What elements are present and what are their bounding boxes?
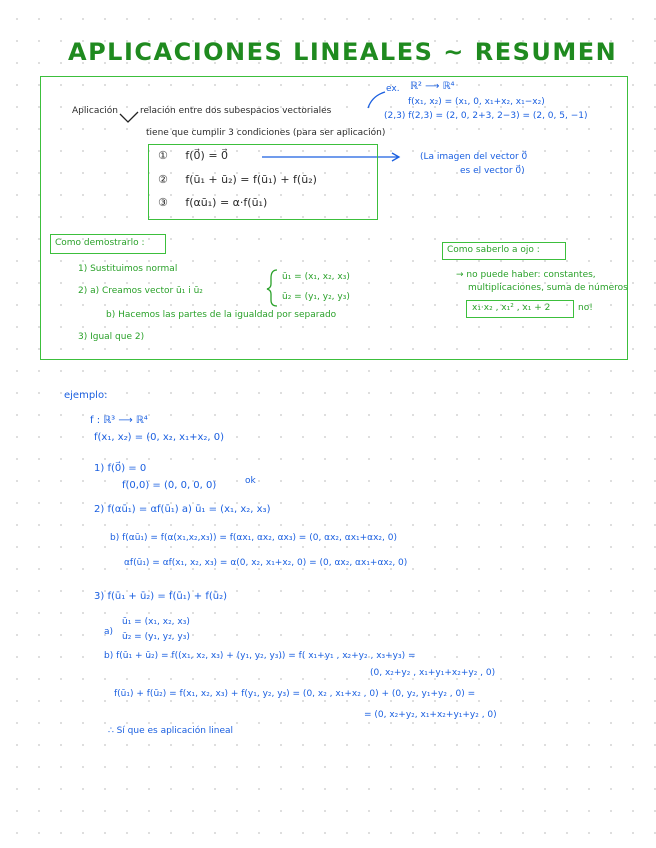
- page-title: APLICACIONES LINEALES ~ RESUMEN: [68, 38, 618, 66]
- ejemplo-map: f : ℝ³ ⟶ ℝ⁴: [90, 415, 148, 426]
- ex-label: ex.: [386, 84, 400, 94]
- ojo-line1: → no puede haber: constantes,: [456, 270, 596, 280]
- step3-b1: b) f(ū₁ + ū₂) = f((x₁, x₂, x₃) + (y₁, y₂, y₃)) = f( x₁+y₁ , x₂+y₂ , x₃+y₃) =: [104, 651, 416, 661]
- condiciones-text: tiene que cumplir 3 condiciones (para ser aplicación): [146, 128, 386, 138]
- condition-3-text: f(αū₁) = α·f(ū₁): [185, 196, 268, 209]
- ex-f-def: f(x₁, x₂) = (x₁, 0, x₁+x₂, x₁−x₂): [408, 97, 545, 107]
- step1-b: f(0,0) = (0, 0, 0, 0): [122, 480, 217, 491]
- step3-c2: = (0, x₂+y₂, x₁+x₂+y₁+y₂ , 0): [364, 710, 497, 720]
- final-conclusion: ∴ Sí que es aplicación lineal: [108, 726, 234, 736]
- condition-3-num: ③: [158, 196, 168, 209]
- step3-a2: ū₂ = (y₁, y₂, y₃): [122, 632, 190, 642]
- step3-c1: f(ū₁) + f(ū₂) = f(x₁, x₂, x₃) + f(y₁, y₂, y₃) = (0, x₂ , x₁+x₂ , 0) + (0, y₂, y₁+y₂ , 0) =: [114, 689, 476, 699]
- step3-a1: ū₁ = (x₁, x₂, x₃): [122, 617, 190, 627]
- imagen-note-line2: es el vector 0⃗): [460, 166, 525, 176]
- ojo-example: x₁·x₂ , x₁² , x₁ + 2: [472, 303, 551, 313]
- step2-b2: αf(ū₁) = αf(x₁, x₂, x₃) = α(0, x₂, x₁+x₂, 0) = (0, αx₂, αx₁+αx₂, 0): [124, 558, 408, 568]
- ex-f-eval: (2,3) f(2,3) = (2, 0, 2+3, 2−3) = (2, 0, 5, −1): [384, 111, 588, 121]
- step2: 2) f(αū₁) = αf(ū₁) a) ū₁ = (x₁, x₂, x₃): [94, 504, 271, 515]
- demostrar-step-2b: b) Hacemos las partes de la igualdad por separado: [106, 310, 337, 320]
- u1-def: ū₁ = (x₁, x₂, x₃): [282, 272, 350, 282]
- ojo-line2: multiplicaciones, suma de números: [468, 283, 628, 293]
- step2-b1: b) f(αū₁) = f(α(x₁,x₂,x₃)) = f(αx₁, αx₂, αx₃) = (0, αx₂, αx₁+αx₂, 0): [110, 533, 397, 543]
- ojo-no: no!: [578, 303, 593, 313]
- demostrar-step-3: 3) Igual que 2): [78, 332, 145, 342]
- condition-1-text: f(0⃗) = 0⃗: [185, 149, 229, 162]
- condition-3: [158, 196, 267, 209]
- condition-2-text: f(ū₁ + ū₂) = f(ū₁) + f(ū₂): [185, 173, 317, 186]
- condition-1-num: ①: [158, 149, 168, 162]
- demostrar-step-1: 1) Sustituimos normal: [78, 264, 178, 274]
- step1-ok: ok: [245, 476, 256, 486]
- u2-def: ū₂ = (y₁, y₂, y₃): [282, 292, 350, 302]
- aplicacion-label: Aplicación: [72, 106, 118, 116]
- ex-mapping: ℝ² ⟶ ℝ⁴: [410, 81, 455, 92]
- ojo-heading: Como saberlo a ojo :: [447, 245, 540, 255]
- step3: 3) f(ū₁ + ū₂) = f(ū₁) + f(ū₂): [94, 591, 228, 602]
- condition-1: [158, 149, 228, 162]
- step3-a-label: a): [104, 627, 114, 637]
- ejemplo-heading: ejemplo:: [64, 390, 108, 401]
- step1-a: 1) f(0⃗) = 0: [94, 463, 147, 474]
- step3-b2: (0, x₂+y₂ , x₁+y₁+x₂+y₂ , 0): [370, 668, 496, 678]
- relacion-text: relación entre dos subespacios vectoriales: [140, 106, 332, 116]
- demostrar-step-2a: 2) a) Creamos vector ū₁ i ū₂: [78, 286, 203, 296]
- condition-2-num: ②: [158, 173, 168, 186]
- demostrar-heading: Como demostrarlo :: [55, 238, 145, 248]
- ejemplo-def: f(x₁, x₂) = (0, x₂, x₁+x₂, 0): [94, 432, 225, 443]
- imagen-note-line1: (La imagen del vector 0⃗: [420, 152, 528, 162]
- condition-2: [158, 173, 317, 186]
